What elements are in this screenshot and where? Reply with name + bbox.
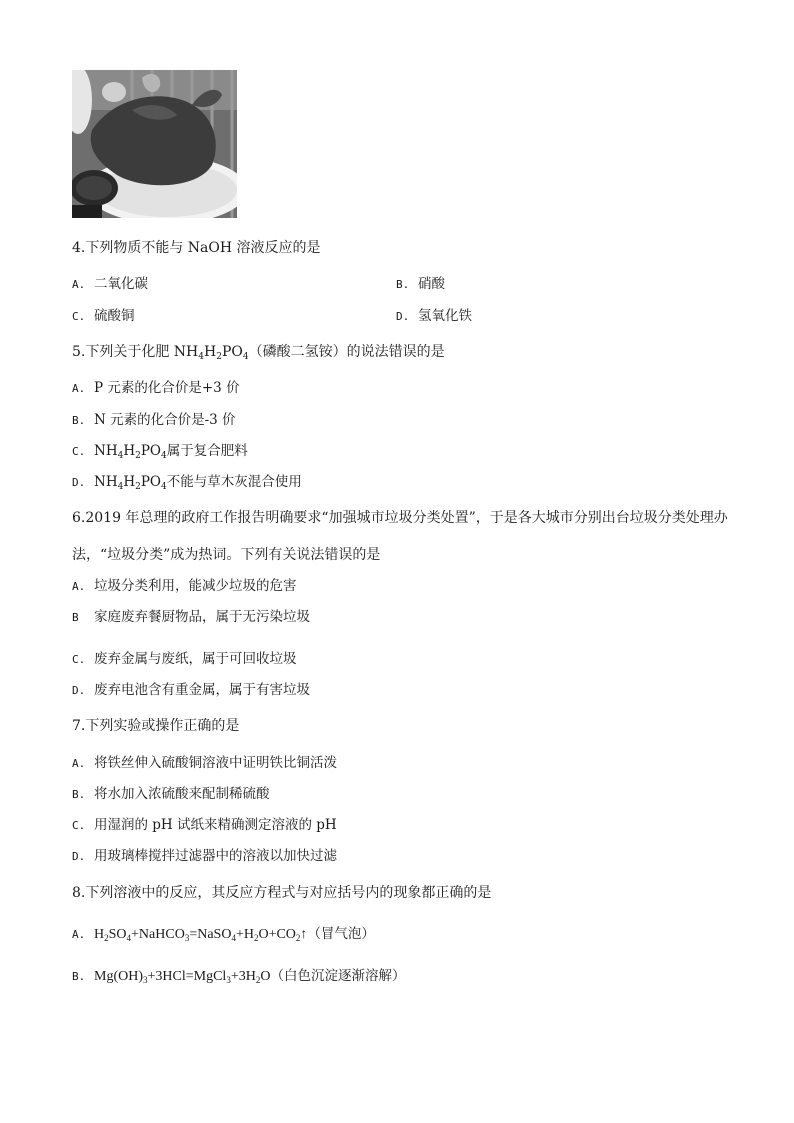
option-text: N 元素的化合价是-3 价 [94,412,236,428]
option-text: 硫酸铜 [94,308,135,324]
question-8-option-a [72,924,375,945]
option-text: 将水加入浓硫酸来配制稀硫酸 [94,786,270,802]
question-5-stem: 5.下列关于化肥 $NH_4H_2PO_4$（磷酸二氢铵）的说法错误的是 [72,344,445,362]
option-text: 废弃金属与废纸，属于可回收垃圾 [94,651,297,667]
question-4-option-c [72,306,135,327]
option-letter: C. [72,445,86,458]
option-letter: B [72,611,79,624]
question-5-option-d: D. $NH_4H_2PO_4$不能与草木灰混合使用 [72,474,302,492]
question-6-option-d [72,680,310,701]
option-text: 属于复合肥料 [166,443,248,459]
question-5-option-b [72,410,236,431]
question-4-option-b [396,274,445,295]
question-8-stem: 8.下列溶液中的反应，其反应方程式与对应括号内的现象都正确的是 [72,885,492,901]
option-letter: B. [72,788,86,801]
question-7-option-b [72,784,270,805]
option-letter: D. [72,850,86,863]
question-4-stem: 4.下列物质不能与 NaOH 溶液反应的是 [72,240,321,256]
option-letter: D. [396,310,410,323]
option-letter: D. [72,476,86,489]
phenomenon-note: （白色沉淀逐渐溶解） [270,968,406,984]
option-letter: C. [72,310,86,323]
option-letter: D. [72,684,86,697]
option-text: 用玻璃棒搅拌过滤器中的溶液以加快过滤 [94,848,337,864]
option-text: P 元素的化合价是+3 价 [94,380,240,396]
question-4-option-a [72,274,148,295]
option-letter: A. [72,278,86,291]
stem-post: （磷酸二氢铵）的说法错误的是 [248,344,445,360]
option-text: 家庭废弃餐厨物品，属于无污染垃圾 [94,609,310,625]
question-4-option-d [396,306,472,327]
equation-b: $Mg(OH)_3+3HCl=MgCl_3+3H_2O$ [94,969,271,985]
question-6-option-b [72,607,310,628]
option-letter: A. [72,382,86,395]
question-6-option-a [72,576,297,597]
question-7-option-c [72,815,337,836]
option-text: 废弃电池含有重金属，属于有害垃圾 [94,682,310,698]
roast-chicken-photo [72,70,237,218]
option-text: 硝酸 [418,276,445,292]
option-letter: B. [396,278,410,291]
option-letter: C. [72,653,86,666]
phenomenon-note: （冒气泡） [307,926,375,942]
question-7-option-a [72,753,337,774]
question-7-option-d [72,846,337,867]
stem-pre: 5.下列关于化肥 NH [72,344,199,360]
option-text: 二氧化碳 [94,276,148,292]
option-letter: C. [72,819,86,832]
question-6-stem-line2: 法，“垃圾分类”成为热词。下列有关说法错误的是 [72,547,381,563]
question-6-stem-line1: 6.2019 年总理的政府工作报告明确要求“加强城市垃圾分类处置”，于是各大城市分别出台垃圾分类处理办 [72,510,728,526]
option-letter: A. [72,757,86,770]
question-7-stem: 7.下列实验或操作正确的是 [72,718,240,734]
question-6-option-c [72,649,297,670]
question-5-option-c: C. $NH_4H_2PO_4$属于复合肥料 [72,443,248,461]
option-letter: B. [72,414,86,427]
roast-chicken-image [72,70,237,218]
option-text: 氢氧化铁 [418,308,472,324]
option-letter: A. [72,580,86,593]
option-text: 用湿润的 pH 试纸来精确测定溶液的 pH [94,817,337,833]
question-8-option-b [72,966,405,987]
equation-a: $H_2SO_4+NaHCO_3=NaSO_4+H_2O+CO_2↑$ [94,927,308,943]
option-text: 将铁丝伸入硫酸铜溶液中证明铁比铜活泼 [94,755,337,771]
question-5-option-a [72,378,240,399]
option-letter: B. [72,970,86,983]
option-text: 不能与草木灰混合使用 [166,474,302,490]
option-text: 垃圾分类利用，能减少垃圾的危害 [94,578,297,594]
option-letter: A. [72,928,86,941]
